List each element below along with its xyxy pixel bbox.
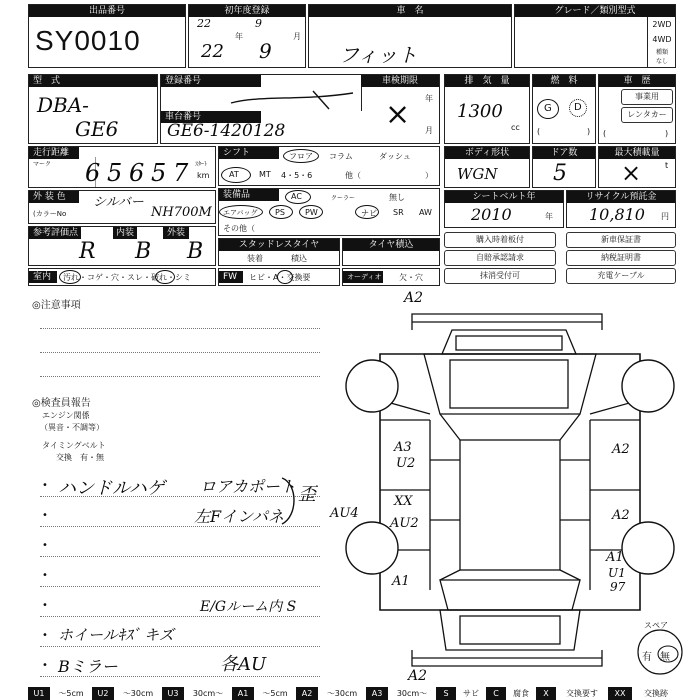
legend-val-x: 交換要す [566, 689, 598, 698]
shift-other: 他（ [345, 171, 361, 180]
mark-left-rear-au2: AU2 [390, 516, 419, 531]
chassis-value: GE6-1420128 [167, 121, 286, 141]
bullet-6: • [42, 630, 48, 641]
color-box [28, 190, 216, 224]
evaluation-label: 参考評価点 [29, 227, 81, 239]
doors-label: ドア数 [533, 147, 595, 159]
eq-airbag[interactable]: エアバッグ [223, 209, 258, 217]
legend-val-a1: ～5cm [262, 689, 288, 698]
mileage-label: 走行距離 [29, 147, 79, 159]
notes-line-2 [40, 352, 320, 353]
shift-other-close: ） [425, 171, 433, 180]
remark-scratch: キズ [144, 626, 174, 644]
engine-sub: （異音・不調等） [40, 423, 104, 432]
studless-loaded[interactable]: 積込 [291, 254, 307, 263]
mark-left-rear-xx: XX [394, 494, 413, 509]
grade-box [514, 4, 676, 68]
history-label: 車 歴 [599, 75, 675, 87]
chassis-label: 車台番号 [161, 111, 261, 123]
history-business[interactable]: 事業用 [621, 89, 673, 105]
inspection-month-unit: 月 [425, 126, 433, 135]
remark-wheel: ホイールｷｽﾞ [58, 626, 141, 644]
recycle-value: 10,810 [589, 205, 645, 224]
audio-row-items: 欠・穴 [399, 273, 423, 282]
notes-label: ◎注意事項 [32, 300, 81, 311]
exterior-label: 外装 [163, 227, 189, 239]
inspection-value: × [385, 97, 411, 132]
fw-row-items: ヒビ・A・交換要 [249, 273, 311, 282]
interior-row [28, 268, 216, 286]
inspection-label: 車検期限 [361, 75, 439, 87]
eq-sr[interactable]: SR [393, 208, 404, 217]
first-reg-month: 9 [259, 39, 272, 63]
notes-line-1 [40, 328, 320, 329]
doors-value: 5 [553, 161, 567, 186]
remarks-line-4 [40, 586, 320, 587]
mark-left-sill-au4: AU4 [330, 506, 359, 521]
mark-left-front-a3: A3 [394, 440, 412, 455]
studless-install[interactable]: 装着 [247, 254, 263, 263]
doc-warranty[interactable]: 新車保証書 [566, 232, 676, 248]
interior-row-items: 汚れ・コゲ・穴・スレ・破れ・シミ [63, 273, 191, 282]
fuel-box [532, 74, 596, 144]
shift-at[interactable]: AT [229, 170, 239, 179]
fuel-g: G [544, 103, 552, 114]
bullet-7: • [42, 660, 48, 671]
car-name-box [308, 4, 512, 68]
doc-tax[interactable]: 納税証明書 [566, 250, 676, 266]
eq-ps[interactable]: PS [275, 208, 285, 217]
timing-label: タイミングベルト [42, 441, 106, 450]
equipment-label: 装備品 [219, 189, 279, 201]
history-rental[interactable]: レンタカー [621, 107, 673, 123]
seatbelt-box [444, 190, 564, 228]
shift-dash[interactable]: ダッシュ [379, 152, 411, 161]
eq-aw[interactable]: AW [419, 208, 432, 217]
seatbelt-unit: 年 [545, 212, 553, 221]
legend-key-a1: A1 [232, 687, 254, 700]
first-reg-year-small: 22 [197, 17, 211, 30]
remark-mirror: Bミラー [58, 657, 118, 676]
eq-cooler[interactable]: クーラー [331, 195, 356, 202]
rear-glass [440, 580, 580, 610]
bullet-2: • [42, 510, 48, 521]
shift-box [218, 146, 440, 186]
recycle-box [566, 190, 676, 228]
remark-engine-room: E/Gルーム内 S [200, 599, 297, 615]
tire-load-label: タイヤ積込 [343, 239, 439, 251]
interior-circle-1 [59, 270, 81, 284]
displacement-label: 排 気 量 [445, 75, 529, 87]
mileage-digit-1: 6 [85, 159, 101, 187]
remark-left-panel: 左Fインパネ [194, 507, 284, 526]
first-reg-year: 22 [201, 41, 224, 62]
fuel-label: 燃 料 [533, 75, 595, 87]
eq-ps-circle [269, 205, 293, 219]
first-registration-box [188, 4, 306, 68]
remark-lower-support: ロアカポート [200, 477, 296, 496]
legend-key-xx: XX [608, 687, 632, 700]
remark-handle: ハンドルハゲ [58, 478, 165, 499]
fw-row [218, 268, 340, 286]
registration-box [160, 74, 440, 144]
first-registration-label: 初年度登録 [189, 5, 305, 17]
wheel-rear-right [622, 522, 674, 574]
registration-strike [221, 87, 361, 111]
car-diagram [340, 290, 690, 685]
studless-label: スタッドレスタイヤ [219, 239, 339, 251]
legend-bar [28, 687, 688, 700]
legend-key-s: S [436, 687, 456, 700]
evaluation-interior: B [135, 239, 152, 264]
legend-val-u2: ～30cm [122, 689, 154, 698]
first-reg-month-unit: 月 [293, 32, 301, 41]
model-value-1: DBA- [37, 93, 89, 117]
evaluation-box [28, 226, 216, 266]
legend-val-u3: 30cm～ [192, 689, 224, 698]
mark-right-rear-a1: A1 [606, 550, 624, 565]
legend-val-c: 腐食 [513, 689, 529, 698]
interior-row-label: 室内 [29, 271, 57, 283]
legend-key-u2: U2 [92, 687, 114, 700]
inspection-year-unit: 年 [425, 94, 433, 103]
audio-row [342, 268, 440, 286]
history-paren-close: ) [665, 129, 669, 138]
diagram-rear-mark: A2 [408, 668, 428, 684]
mileage-digit-5: 7 [173, 159, 189, 187]
shift-column[interactable]: コラム [329, 152, 353, 161]
wheel-front-left [346, 360, 398, 412]
color-value: シルバー [93, 195, 144, 210]
doors-box [532, 146, 596, 188]
audio-row-label: オーディオ [343, 271, 383, 283]
shift-label: シフト [219, 147, 279, 159]
mileage-box [28, 146, 216, 188]
capacity-box [598, 146, 676, 188]
doc-cancellation[interactable]: 抹消受付可 [444, 268, 556, 284]
mileage-digit-4: 5 [151, 159, 167, 187]
legend-key-a2: A2 [296, 687, 318, 700]
model-value-2: GE6 [75, 117, 119, 141]
bullet-3: • [42, 540, 48, 551]
divider [361, 87, 362, 111]
remarks-line-5 [40, 616, 320, 617]
capacity-unit: t [665, 161, 669, 170]
opt-type-2: なし [655, 58, 668, 65]
legend-key-u1: U1 [28, 687, 50, 700]
legend-val-s: サビ [463, 689, 479, 698]
body-outline [380, 354, 640, 610]
legend-key-x: X [536, 687, 556, 700]
legend-val-a2: ～30cm [326, 689, 358, 698]
legend-key-a3: A3 [366, 687, 388, 700]
color-code-label: (カラーNo [33, 210, 67, 218]
shift-floor-circle [283, 149, 319, 163]
lot-number-value: SY0010 [35, 25, 141, 56]
fuel-d: D [574, 102, 582, 113]
drive-type-column [647, 17, 676, 67]
spare-label: スペア [644, 621, 668, 630]
opt-type-1: 種類 [655, 49, 668, 56]
mark-right-rear-97: 97 [610, 580, 626, 594]
model-label: 型 式 [29, 75, 157, 87]
mark-left-quarter-a1: A1 [392, 574, 410, 589]
displacement-value: 1300 [457, 101, 503, 122]
car-name-value: フィット [339, 43, 418, 67]
shift-gears: 4・5・6 [281, 171, 313, 180]
car-name-label: 車 名 [309, 5, 511, 17]
eq-navi-circle [355, 205, 379, 219]
equipment-box [218, 188, 440, 236]
shift-floor[interactable]: フロア [289, 152, 313, 161]
legend-val-u1: ～5cm [58, 689, 84, 698]
capacity-label: 最大積載量 [599, 147, 675, 159]
displacement-box [444, 74, 530, 144]
lot-number-box [28, 4, 186, 68]
spare-no[interactable]: 無 [660, 652, 670, 663]
fw-row-label: FW [219, 271, 243, 283]
opt-2wd: 2WD [652, 20, 672, 29]
lot-number-label: 出品番号 [29, 5, 185, 17]
registration-label: 登録番号 [161, 75, 261, 87]
legend-key-c: C [486, 687, 506, 700]
color-code-value: NH700M [151, 205, 212, 220]
recycle-unit: 円 [661, 212, 669, 221]
mark-right-rear-u1: U1 [608, 566, 626, 580]
history-box [598, 74, 676, 144]
roof [460, 440, 560, 570]
remarks-line-3 [40, 556, 320, 557]
displacement-unit: cc [511, 123, 520, 132]
remark-distortion: 歪 [298, 484, 316, 505]
body-value: WGN [457, 165, 498, 183]
interior-circle-2 [155, 270, 175, 284]
first-reg-year-unit: 年 [235, 32, 243, 41]
legend-key-u3: U3 [162, 687, 184, 700]
legend-val-a3: 30cm～ [396, 689, 428, 698]
history-paren-open: ( [603, 129, 607, 138]
doc-insurance[interactable]: 自賠承認請求 [444, 250, 556, 266]
bullet-1: • [42, 480, 48, 491]
opt-4wd: 4WD [652, 35, 672, 44]
capacity-value: × [621, 159, 642, 187]
studless-box [218, 238, 340, 266]
shift-mt[interactable]: MT [259, 170, 271, 179]
mark-right-mid-a2: A2 [612, 508, 630, 523]
fuel-paren-close: ) [587, 127, 591, 136]
doc-purchase[interactable]: 購入時着板付 [444, 232, 556, 248]
mileage-digit-2: 5 [107, 159, 123, 187]
mark-left-front-u2: U2 [396, 456, 416, 471]
mileage-unit-top: ｽﾀｰﾄ [195, 161, 208, 168]
mileage-mark-label: マーク [33, 161, 52, 168]
spare-yes[interactable]: 有 [642, 652, 652, 663]
mileage-digit-3: 6 [129, 159, 145, 187]
mark-right-front-a2: A2 [612, 442, 630, 457]
first-reg-month-small: 9 [255, 17, 262, 30]
body-label: ボディ形状 [445, 147, 529, 159]
tire-load-box [342, 238, 440, 266]
eq-airbag-circle [219, 205, 263, 219]
mileage-unit: km [197, 171, 210, 180]
recycle-label: リサイクル預託金 [567, 191, 675, 203]
eq-none[interactable]: 無し [389, 193, 405, 202]
notes-line-3 [40, 376, 320, 377]
engine-label: エンジン関係 [42, 411, 90, 420]
diagram-front-mark: A2 [404, 290, 424, 306]
remark-each-au: 各AU [220, 654, 267, 675]
body-box [444, 146, 530, 188]
seatbelt-value: 2010 [471, 205, 512, 224]
seatbelt-label: シートベルト年 [445, 191, 563, 203]
grade-label: グレード／類別型式 [515, 5, 675, 17]
wheel-front-right [622, 360, 674, 412]
interior-label: 内装 [113, 227, 137, 239]
eq-pw-circle [299, 205, 323, 219]
eq-other: その他（ [223, 224, 255, 233]
color-label: 外 装 色 [29, 191, 79, 203]
remarks-line-6 [40, 646, 320, 647]
eq-ac[interactable]: AC [291, 192, 302, 201]
legend-val-xx: 交換跡 [644, 689, 668, 698]
fuel-paren-open: ( [537, 127, 541, 136]
model-box [28, 74, 158, 144]
timing-options: 交換 有・無 [56, 453, 104, 462]
doc-charging-cable[interactable]: 充電ケーブル [566, 268, 676, 284]
evaluation-overall: R [79, 239, 96, 264]
bullet-4: • [42, 570, 48, 581]
inspector-label: ◎検査員報告 [32, 398, 91, 409]
eq-pw[interactable]: PW [305, 208, 318, 217]
fw-circle [277, 270, 293, 284]
bullet-5: • [42, 600, 48, 611]
eq-navi[interactable]: ナビ [361, 209, 377, 218]
evaluation-exterior: B [187, 239, 204, 264]
